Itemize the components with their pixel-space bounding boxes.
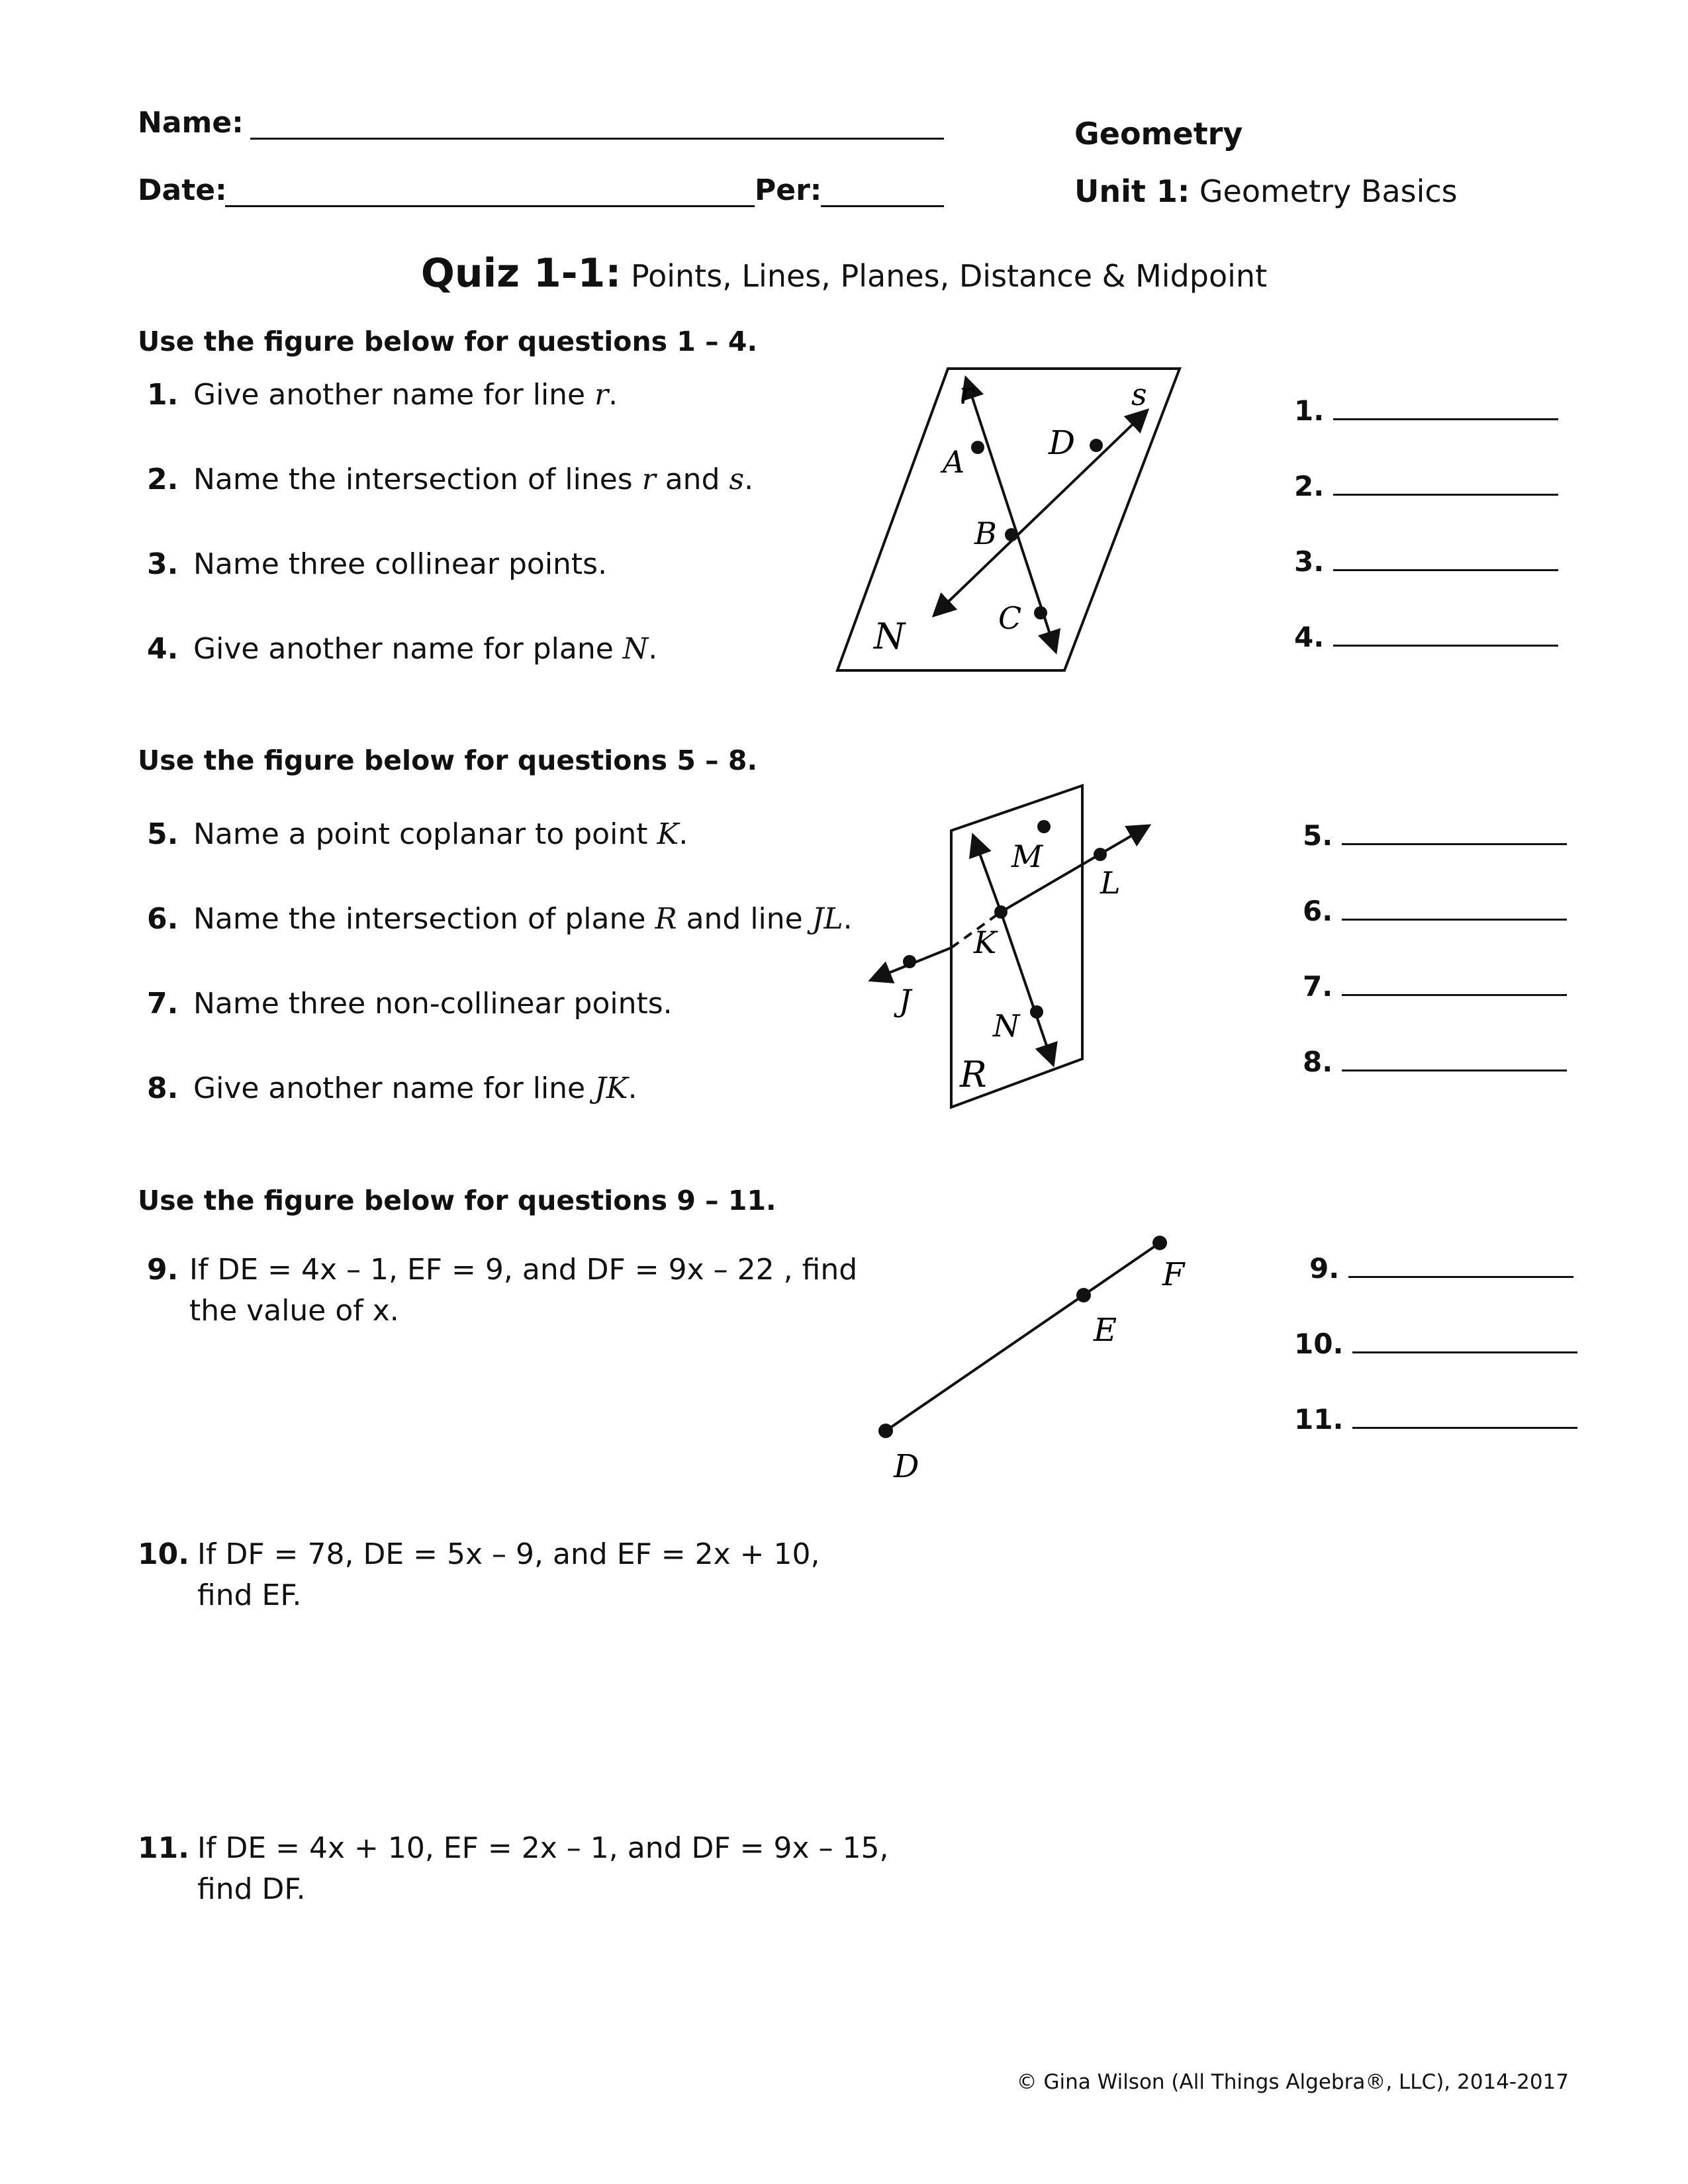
- per-label: Per:: [755, 173, 822, 207]
- name-field[interactable]: [250, 138, 944, 140]
- question-number: 9.: [147, 1253, 179, 1287]
- point-n: [1030, 1005, 1043, 1019]
- quiz-heading: [0, 250, 1688, 296]
- question-number: 3.: [147, 547, 179, 581]
- label-point-d: D: [1049, 424, 1076, 462]
- question-number: 4.: [147, 632, 179, 666]
- point-d: [1090, 439, 1103, 452]
- label-plane-r: R: [960, 1054, 987, 1095]
- answer-line[interactable]: [1342, 919, 1567, 921]
- figure-3-segment-diagram: [861, 1218, 1205, 1496]
- question-number: 6.: [147, 902, 179, 936]
- label-point-c: C: [998, 600, 1022, 636]
- label-point-e: E: [1094, 1312, 1117, 1349]
- label-point-a: A: [943, 444, 965, 480]
- period-field[interactable]: [821, 205, 944, 207]
- figure-1-plane-diagram: [821, 357, 1192, 688]
- point-m: [1037, 820, 1051, 833]
- question-1: 1. Give another name for line r.: [147, 375, 618, 416]
- section-heading-2: Use the figure below for questions 5 – 8.: [138, 745, 758, 776]
- answer-11[interactable]: 11.: [1294, 1403, 1577, 1435]
- date-label: Date:: [138, 173, 227, 207]
- point-k: [994, 905, 1008, 919]
- question-11: 11. If DE = 4x + 10, EF = 2x – 1, and DF = 9x – 15, find DF.: [138, 1828, 889, 1910]
- answer-line[interactable]: [1342, 994, 1567, 996]
- label-point-b: B: [974, 516, 997, 551]
- answer-line[interactable]: [1333, 494, 1558, 496]
- label-point-l: L: [1100, 865, 1121, 901]
- line-kn-up: [974, 837, 1001, 912]
- answer-line[interactable]: [1352, 1351, 1577, 1353]
- unit-heading: [1074, 173, 1458, 209]
- question-number: 1.: [147, 378, 179, 412]
- question-9: 9. If DE = 4x – 1, EF = 9, and DF = 9x – 22 , find the value of x.: [147, 1250, 857, 1332]
- answer-line[interactable]: [1352, 1427, 1577, 1429]
- date-field[interactable]: [225, 205, 755, 207]
- point-b: [1005, 528, 1018, 541]
- point-j: [903, 955, 916, 968]
- point-c: [1034, 606, 1047, 619]
- point-f: [1152, 1236, 1167, 1250]
- answer-10[interactable]: 10.: [1294, 1328, 1577, 1360]
- label-line-r: r: [959, 375, 974, 411]
- question-10: 10. If DF = 78, DE = 5x – 9, and EF = 2x + 10, find EF.: [138, 1534, 820, 1616]
- question-6: 6. Name the intersection of plane R and line JL.: [147, 899, 853, 940]
- answer-6[interactable]: 6.: [1303, 895, 1567, 927]
- question-number: 11.: [138, 1831, 189, 1865]
- answer-3[interactable]: 3.: [1294, 545, 1558, 578]
- section-heading-1: Use the figure below for questions 1 – 4.: [138, 326, 758, 357]
- label-line-s: s: [1131, 377, 1147, 412]
- point-l: [1094, 848, 1107, 861]
- segment-df: [886, 1243, 1160, 1431]
- label-point-d: D: [894, 1448, 919, 1485]
- point-e: [1076, 1288, 1091, 1302]
- question-3: 3. Name three collinear points.: [147, 544, 607, 585]
- quiz-title: Quiz 1-1:: [420, 250, 622, 296]
- question-number: 10.: [138, 1537, 189, 1571]
- answer-2[interactable]: 2.: [1294, 470, 1558, 502]
- unit-label: Unit 1:: [1074, 173, 1190, 209]
- quiz-subtitle: Points, Lines, Planes, Distance & Midpoint: [631, 258, 1268, 294]
- question-number: 7.: [147, 987, 179, 1021]
- answer-5[interactable]: 5.: [1303, 819, 1567, 852]
- answer-1[interactable]: 1.: [1294, 394, 1558, 427]
- label-point-n: N: [993, 1008, 1020, 1044]
- answer-line[interactable]: [1342, 1069, 1567, 1071]
- answer-line[interactable]: [1342, 843, 1567, 845]
- answer-8[interactable]: 8.: [1303, 1046, 1567, 1078]
- label-point-k: K: [974, 925, 997, 960]
- question-7: 7. Name three non-collinear points.: [147, 983, 673, 1024]
- copyright-footer: © Gina Wilson (All Things Algebra®, LLC), 2014-2017: [1016, 2070, 1569, 2094]
- question-number: 2.: [147, 463, 179, 496]
- unit-name: Geometry Basics: [1199, 173, 1458, 209]
- course-title: Geometry: [1074, 116, 1243, 152]
- point-a: [971, 441, 984, 454]
- label-point-f: F: [1162, 1256, 1185, 1293]
- answer-4[interactable]: 4.: [1294, 621, 1558, 653]
- label-point-j: J: [899, 983, 912, 1019]
- answer-line[interactable]: [1333, 645, 1558, 647]
- question-4: 4. Give another name for plane N.: [147, 629, 657, 670]
- question-number: 8.: [147, 1071, 179, 1105]
- figure-2-plane-diagram: [861, 778, 1178, 1122]
- point-d: [878, 1424, 893, 1438]
- answer-line[interactable]: [1348, 1276, 1573, 1278]
- question-2: 2. Name the intersection of lines r and s.: [147, 459, 753, 500]
- name-label: Name:: [138, 106, 244, 140]
- answer-line[interactable]: [1333, 569, 1558, 571]
- label-plane-n: N: [874, 615, 906, 657]
- question-8: 8. Give another name for line JK.: [147, 1068, 637, 1109]
- section-heading-3: Use the figure below for questions 9 – 11.: [138, 1185, 776, 1216]
- label-point-m: M: [1011, 839, 1043, 874]
- answer-line[interactable]: [1333, 418, 1558, 420]
- answer-9[interactable]: 9.: [1309, 1252, 1573, 1285]
- line-s: [935, 412, 1146, 614]
- answer-7[interactable]: 7.: [1303, 970, 1567, 1003]
- question-5: 5. Name a point coplanar to point K.: [147, 814, 688, 855]
- question-number: 5.: [147, 817, 179, 851]
